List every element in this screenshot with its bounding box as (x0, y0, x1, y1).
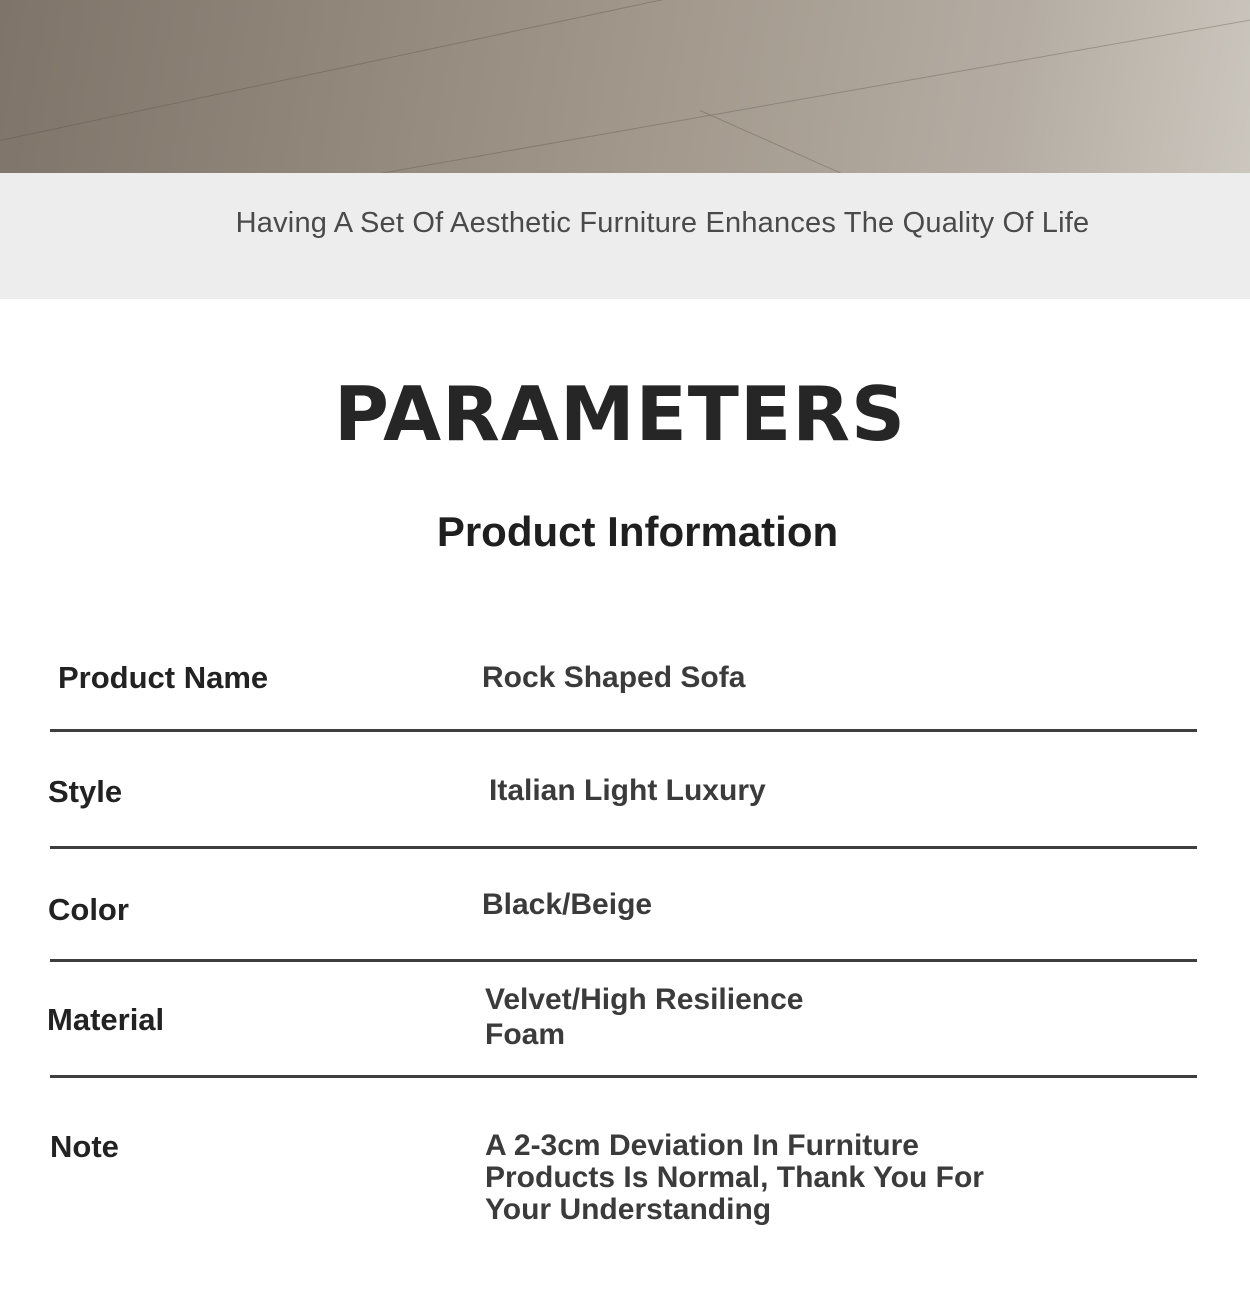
product-information-heading: Product Information (436, 508, 839, 555)
spec-label-note: Note (50, 1129, 119, 1164)
banner-tagline: Having A Set Of Aesthetic Furniture Enhances The Quality Of Life (235, 207, 1090, 239)
parameters-heading: PARAMETERS (334, 370, 906, 458)
spec-value-style: Italian Light Luxury (489, 774, 766, 807)
hero-texture-image (0, 0, 1250, 173)
row-divider (50, 729, 1197, 732)
row-divider (50, 1075, 1197, 1078)
row-divider (50, 959, 1197, 962)
spec-label-material: Material (47, 1002, 165, 1037)
row-divider (50, 846, 1197, 849)
spec-label-style: Style (48, 774, 123, 809)
spec-value-material: Velvet/High Resilience Foam (485, 983, 804, 1051)
spec-value-color: Black/Beige (482, 888, 653, 921)
spec-label-color: Color (48, 892, 129, 927)
spec-label-product-name: Product Name (58, 660, 269, 695)
spec-value-product-name: Rock Shaped Sofa (482, 661, 746, 694)
spec-value-note: A 2-3cm Deviation In Furniture Products Is Normal, Thank You For Your Understanding (485, 1129, 984, 1226)
